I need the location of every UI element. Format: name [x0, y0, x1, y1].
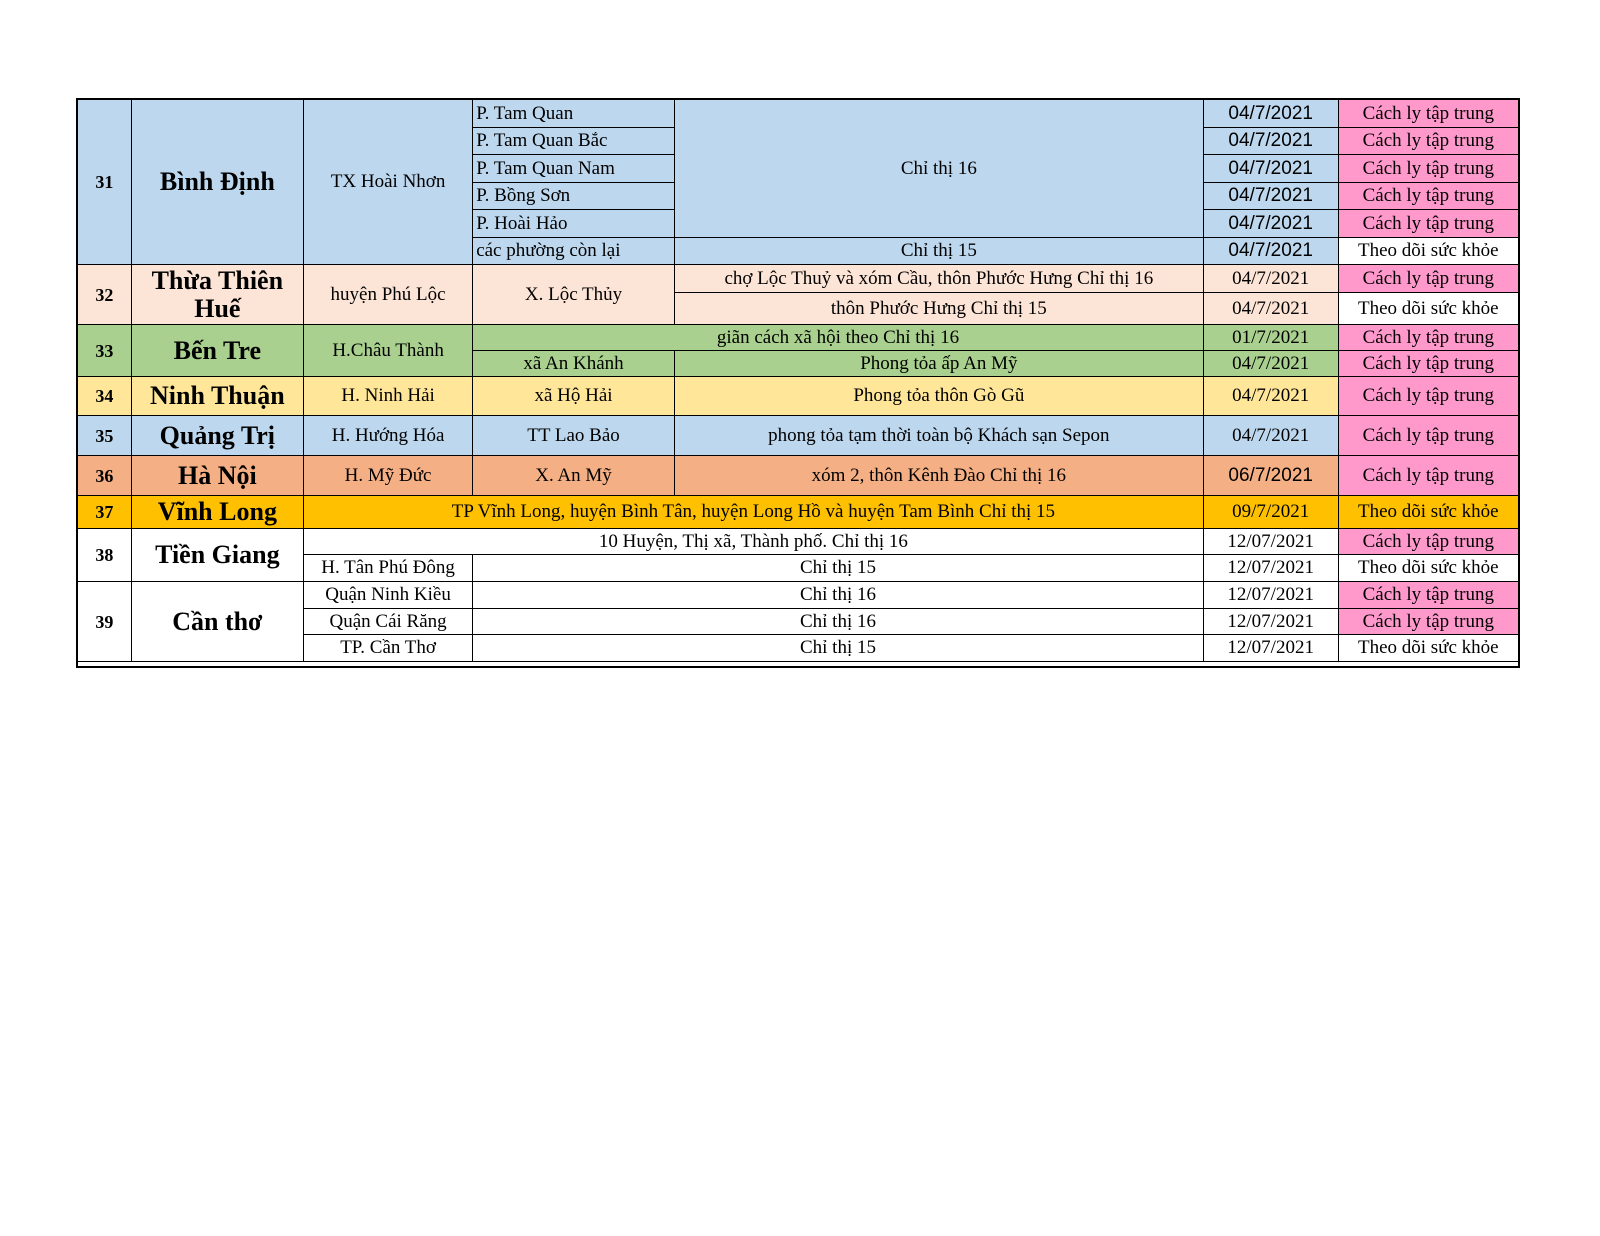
district-cell: H. Hướng Hóa — [303, 416, 472, 456]
stt-cell: 39 — [78, 582, 132, 662]
table-row-39 — [78, 582, 1519, 609]
province-cell: Bình Định — [131, 100, 303, 265]
measure-cell: Chỉ thị 15 — [473, 635, 1204, 662]
table-row-37 — [78, 496, 1519, 529]
measure-cell: thôn Phước Hưng Chỉ thị 15 — [674, 293, 1203, 325]
measure-cell: Chỉ thị 16 — [674, 100, 1203, 238]
date-cell: 04/7/2021 — [1203, 100, 1338, 128]
measure-cell: Phong tỏa thôn Gò Gũ — [674, 377, 1203, 416]
ward-cell: P. Tam Quan — [473, 100, 675, 128]
status-cell: Cách ly tập trung — [1338, 100, 1518, 128]
ward-cell: X. An Mỹ — [473, 456, 675, 496]
ward-cell: P. Tam Quan Nam — [473, 155, 675, 183]
measure-cell: xóm 2, thôn Kênh Đào Chỉ thị 16 — [674, 456, 1203, 496]
stt-cell: 38 — [78, 529, 132, 582]
measure-cell: chợ Lộc Thuỷ và xóm Cầu, thôn Phước Hưng Chỉ thị 16 — [674, 265, 1203, 293]
district-cell: Quận Ninh Kiều — [303, 582, 472, 609]
table-row-38 — [78, 529, 1519, 555]
district-cell: huyện Phú Lộc — [303, 265, 472, 325]
date-cell: 01/7/2021 — [1203, 325, 1338, 351]
lockdown-table — [77, 99, 1519, 662]
district-cell: H. Mỹ Đức — [303, 456, 472, 496]
date-cell: 12/07/2021 — [1203, 555, 1338, 582]
status-cell: Cách ly tập trung — [1338, 582, 1518, 609]
province-cell: Cần thơ — [131, 582, 303, 662]
status-cell: Cách ly tập trung — [1338, 529, 1518, 555]
ward-cell: xã An Khánh — [473, 351, 675, 377]
stt-cell: 34 — [78, 377, 132, 416]
date-cell: 04/7/2021 — [1203, 377, 1338, 416]
status-cell: Theo dõi sức khỏe — [1338, 555, 1518, 582]
status-cell: Cách ly tập trung — [1338, 325, 1518, 351]
date-cell: 12/07/2021 — [1203, 635, 1338, 662]
province-cell: Ninh Thuận — [131, 377, 303, 416]
status-cell: Cách ly tập trung — [1338, 183, 1518, 210]
status-cell: Cách ly tập trung — [1338, 265, 1518, 293]
table-row-36 — [78, 456, 1519, 496]
date-cell: 04/7/2021 — [1203, 293, 1338, 325]
ward-cell: X. Lộc Thủy — [473, 265, 675, 325]
status-cell: Cách ly tập trung — [1338, 609, 1518, 635]
status-cell: Cách ly tập trung — [1338, 416, 1518, 456]
stt-cell: 37 — [78, 496, 132, 529]
province-cell: Hà Nội — [131, 456, 303, 496]
status-cell: Cách ly tập trung — [1338, 128, 1518, 155]
date-cell: 04/7/2021 — [1203, 238, 1338, 265]
province-cell: Thừa Thiên Huế — [131, 265, 303, 325]
date-cell: 06/7/2021 — [1203, 456, 1338, 496]
measure-cell: Chỉ thị 15 — [473, 555, 1204, 582]
date-cell: 09/7/2021 — [1203, 496, 1338, 529]
status-cell: Cách ly tập trung — [1338, 456, 1518, 496]
measure-cell: Chỉ thị 16 — [473, 609, 1204, 635]
district-cell: TP. Cần Thơ — [303, 635, 472, 662]
measure-cell: TP Vĩnh Long, huyện Bình Tân, huyện Long Hồ và huyện Tam Bình Chỉ thị 15 — [303, 496, 1203, 529]
stt-cell: 36 — [78, 456, 132, 496]
date-cell: 04/7/2021 — [1203, 128, 1338, 155]
status-cell: Cách ly tập trung — [1338, 210, 1518, 238]
status-cell: Cách ly tập trung — [1338, 155, 1518, 183]
table-row-31 — [78, 100, 1519, 128]
measure-cell: phong tỏa tạm thời toàn bộ Khách sạn Sepon — [674, 416, 1203, 456]
province-cell: Vĩnh Long — [131, 496, 303, 529]
table-row-35 — [78, 416, 1519, 456]
date-cell: 04/7/2021 — [1203, 210, 1338, 238]
status-cell: Theo dõi sức khỏe — [1338, 496, 1518, 529]
stt-cell: 35 — [78, 416, 132, 456]
province-cell: Tiền Giang — [131, 529, 303, 582]
status-cell: Theo dõi sức khỏe — [1338, 635, 1518, 662]
table-row-34 — [78, 377, 1519, 416]
measure-cell: 10 Huyện, Thị xã, Thành phố. Chỉ thị 16 — [303, 529, 1203, 555]
measure-cell: Chỉ thị 15 — [674, 238, 1203, 265]
status-cell: Cách ly tập trung — [1338, 377, 1518, 416]
district-cell: H. Ninh Hải — [303, 377, 472, 416]
ward-cell: P. Bồng Sơn — [473, 183, 675, 210]
ward-cell: TT Lao Bảo — [473, 416, 675, 456]
ward-cell: xã Hộ Hải — [473, 377, 675, 416]
status-cell: Theo dõi sức khỏe — [1338, 238, 1518, 265]
date-cell: 12/07/2021 — [1203, 582, 1338, 609]
date-cell: 04/7/2021 — [1203, 416, 1338, 456]
district-cell: H.Châu Thành — [303, 325, 472, 377]
date-cell: 04/7/2021 — [1203, 183, 1338, 210]
district-cell: TX Hoài Nhơn — [303, 100, 472, 265]
status-cell: Theo dõi sức khỏe — [1338, 293, 1518, 325]
status-cell: Cách ly tập trung — [1338, 351, 1518, 377]
table-row-32 — [78, 265, 1519, 293]
district-cell: H. Tân Phú Đông — [303, 555, 472, 582]
measure-cell: Chỉ thị 16 — [473, 582, 1204, 609]
province-cell: Bến Tre — [131, 325, 303, 377]
ward-cell: P. Hoài Hảo — [473, 210, 675, 238]
ward-cell: P. Tam Quan Bắc — [473, 128, 675, 155]
date-cell: 12/07/2021 — [1203, 529, 1338, 555]
date-cell: 04/7/2021 — [1203, 351, 1338, 377]
stt-cell: 32 — [78, 265, 132, 325]
measure-cell: Phong tỏa ấp An Mỹ — [674, 351, 1203, 377]
table-row-33 — [78, 325, 1519, 351]
date-cell: 04/7/2021 — [1203, 265, 1338, 293]
date-cell: 12/07/2021 — [1203, 609, 1338, 635]
province-cell: Quảng Trị — [131, 416, 303, 456]
date-cell: 04/7/2021 — [1203, 155, 1338, 183]
measure-cell: giãn cách xã hội theo Chỉ thị 16 — [473, 325, 1204, 351]
ward-cell: các phường còn lại — [473, 238, 675, 265]
stt-cell: 31 — [78, 100, 132, 265]
stt-cell: 33 — [78, 325, 132, 377]
district-cell: Quận Cái Răng — [303, 609, 472, 635]
